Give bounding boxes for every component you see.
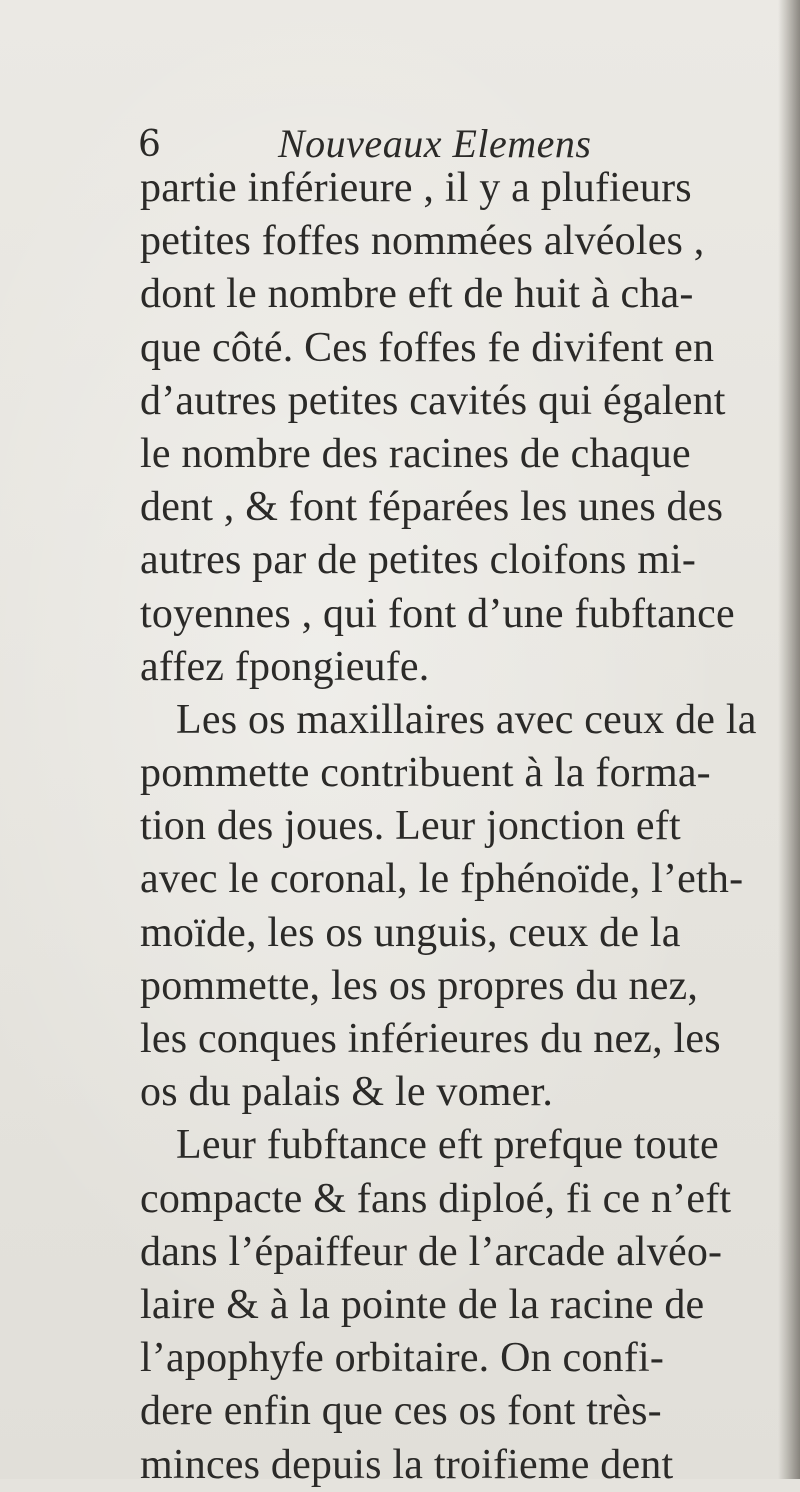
text-line: dans l’épaiffeur de l’arcade alvéo-	[140, 1228, 723, 1275]
text-line: dent , & font féparées les unes des	[140, 484, 724, 531]
text-line: moïde, les os unguis, ceux de la	[140, 909, 681, 956]
text-line: affez fpongieufe.	[140, 643, 430, 690]
text-line: tion des joues. Leur jonction eft	[140, 803, 681, 850]
text-line: dont le nombre eft de huit à cha-	[140, 271, 694, 318]
text-line: d’autres petites cavités qui égalent	[140, 377, 726, 424]
text-line: l’apophyfe orbitaire. On confi-	[140, 1335, 665, 1382]
text-line: toyennes , qui font d’une fubftance	[140, 590, 735, 637]
page-number: 6	[138, 124, 161, 165]
text-line: laire & à la pointe de la racine de	[140, 1281, 705, 1328]
text-line: minces depuis la troifieme dent	[140, 1441, 674, 1488]
text-line: os du palais & le vomer.	[140, 1069, 554, 1116]
text-line: le nombre des racines de chaque	[140, 430, 691, 477]
text-line: que côté. Ces foffes fe divifent en	[140, 324, 715, 371]
text-line: avec le coronal, le fphénoïde, l’eth-	[140, 856, 744, 903]
text-line: pommette contribuent à la forma-	[140, 750, 711, 797]
text-line: autres par de petites cloifons mi-	[140, 537, 697, 584]
text-line: pommette, les os propres du nez,	[140, 962, 699, 1009]
text-line: compacte & fans diploé, fi ce n’eft	[140, 1175, 732, 1222]
page-edge-shadow	[778, 0, 800, 1479]
text-line: dere enfin que ces os font très-	[140, 1388, 662, 1435]
paragraph-start-line: Les os maxillaires avec ceux de la	[176, 696, 757, 743]
text-line: petites foffes nommées alvéoles ,	[140, 218, 705, 265]
body-text	[140, 162, 770, 1492]
running-title: Nouveaux Elemens	[278, 121, 592, 166]
paragraph-start-line: Leur fubftance eft prefque toute	[176, 1122, 719, 1169]
text-line: partie inférieure , il y a plufieurs	[140, 165, 692, 211]
text-line: les conques inférieures du nez, les	[140, 1016, 721, 1062]
